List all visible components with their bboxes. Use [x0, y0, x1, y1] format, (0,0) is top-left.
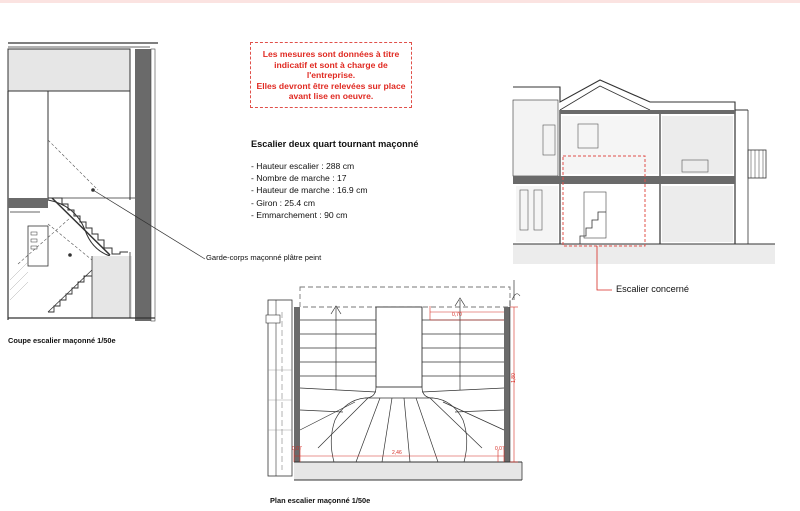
warning-line: indicatif et sont à charge de [274, 59, 388, 70]
warning-line: Elles devront être relevées sur place [256, 80, 406, 91]
warning-line: avant lise en oeuvre. [288, 91, 374, 102]
spec-item: - Hauteur de marche : 16.9 cm [251, 185, 368, 196]
dimension-top: 0,70 [452, 312, 462, 318]
dimension-right: 0,07 [495, 446, 505, 452]
guardrail-annotation: Garde-corps maçonné plâtre peint [206, 253, 322, 262]
warning-line: l'entreprise. [306, 70, 356, 81]
spec-title: Escalier deux quart tournant maçonné [251, 139, 419, 149]
spec-item: - Nombre de marche : 17 [251, 173, 347, 184]
dimension-side: 1,80 [510, 373, 517, 383]
spec-item: - Hauteur escalier : 288 cm [251, 161, 355, 171]
spec-item: - Emmarchement : 90 cm [251, 209, 348, 220]
warning-line: Les mesures sont données à titre [262, 49, 400, 59]
stair-concerned-label: Escalier concerné [616, 284, 690, 294]
plan-caption: Plan escalier maçonné 1/50e [270, 496, 371, 505]
section-caption: Coupe escalier maçonné 1/50e [8, 336, 116, 345]
spec-item: - Giron : 25.4 cm [251, 197, 315, 208]
dimension-total: 2,46 [392, 450, 402, 456]
dimension-left: 0,07 [292, 446, 302, 452]
